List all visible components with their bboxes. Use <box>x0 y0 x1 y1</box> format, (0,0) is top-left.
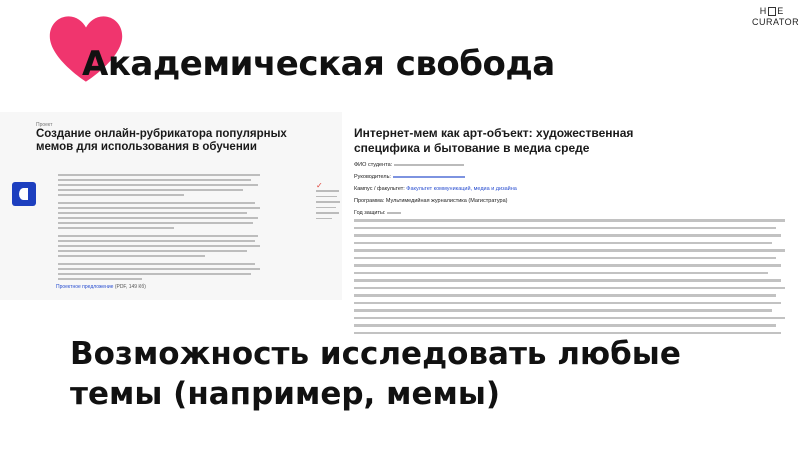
hse-curator-logo <box>752 6 800 28</box>
thesis-screenshot <box>344 112 800 336</box>
thesis-heading: Интернет-мем как арт-объект: художественная специфика и бытование в медиа среде <box>354 126 634 155</box>
check-icon: ✓ <box>316 181 323 190</box>
meta-program-value: Мультимедийная журналистика (Магистратура) <box>385 198 508 204</box>
meta-student-label: ФИО студента: <box>354 162 393 168</box>
logo-wordmark: CURATOR <box>752 17 800 27</box>
meta-faculty <box>354 186 794 192</box>
thesis-abstract <box>354 219 794 336</box>
meta-supervisor <box>354 174 794 180</box>
meta-faculty-label: Кампус / факультет: <box>354 186 405 192</box>
thesis-meta <box>354 162 794 222</box>
proposal-link[interactable] <box>56 284 146 290</box>
logo-square-mark <box>768 7 776 16</box>
proposal-link-meta: (PDF, 149 Кб) <box>114 284 146 290</box>
meta-student <box>354 162 794 168</box>
project-tag: Проект <box>36 122 53 128</box>
caption-line-2: темы (например, мемы) <box>70 376 501 412</box>
logo-letter-h: H <box>759 6 768 16</box>
meta-supervisor-label: Руководитель: <box>354 174 391 180</box>
caption-line-1: Возможность исследовать любые <box>70 336 681 372</box>
meta-year-value <box>387 212 401 214</box>
slide-caption <box>70 334 750 414</box>
logo-letter-e: E <box>777 6 785 16</box>
university-logo-icon <box>12 182 36 206</box>
project-text-block <box>58 174 268 283</box>
meta-supervisor-link[interactable] <box>393 176 465 178</box>
project-screenshot <box>0 112 342 300</box>
project-heading: Создание онлайн-рубрикатора популярных мемов для использования в обучении <box>36 128 287 153</box>
proposal-link-label[interactable]: Проектное предложение <box>56 284 114 290</box>
meta-program-label: Программа: <box>354 198 385 204</box>
meta-student-value <box>394 164 464 166</box>
meta-year-label: Год защиты: <box>354 210 386 216</box>
project-sidebar <box>316 182 342 223</box>
meta-program <box>354 198 794 204</box>
slide-title: Академическая свобода <box>82 44 555 84</box>
meta-year <box>354 210 794 216</box>
meta-faculty-link[interactable]: Факультет коммуникаций, медиа и дизайна <box>406 186 517 192</box>
